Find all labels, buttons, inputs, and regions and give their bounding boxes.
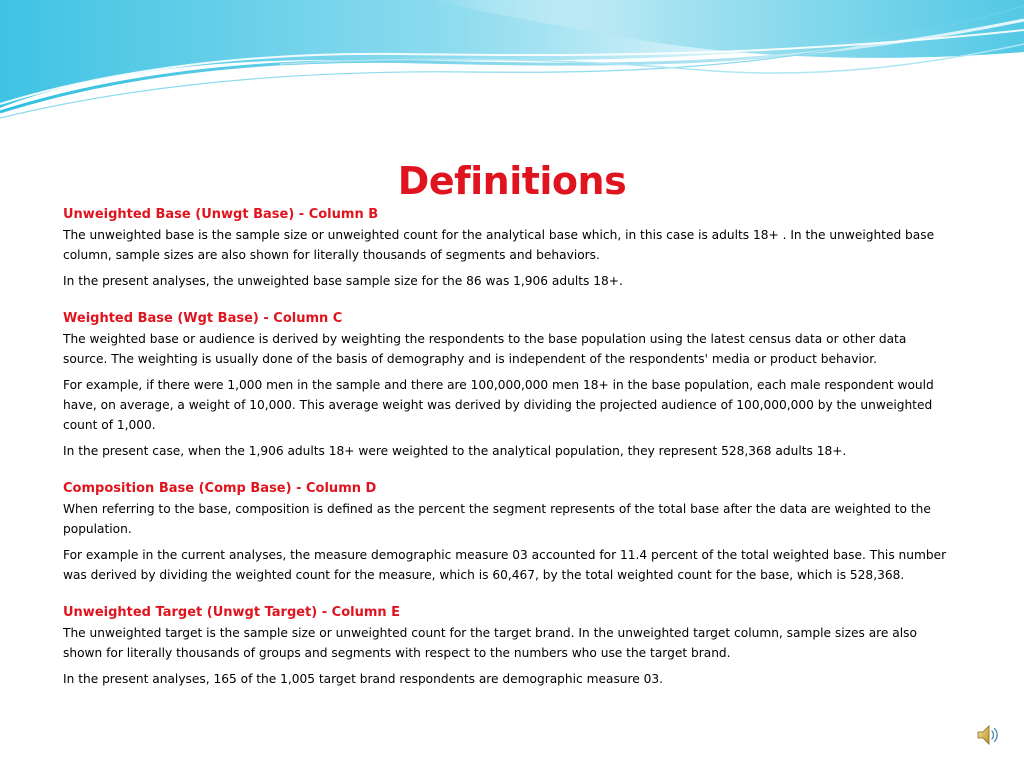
- paragraph: When referring to the base, composition is defined as the percent the segment represents of the total base after the data are weighted to the population.: [63, 502, 931, 536]
- paragraph: The unweighted target is the sample size or unweighted count for the target brand. In the unweighted target column, sample sizes are also shown for literally thousands of groups and segments with respect to the numbers who use the target brand.: [63, 626, 917, 660]
- paragraph: The weighted base or audience is derived by weighting the respondents to the base population using the latest census data or other data source. The weighting is usually done of the basis of demography and is independent of the respondents' media or product behavior.: [63, 332, 907, 366]
- paragraph: For example, if there were 1,000 men in the sample and there are 100,000,000 men 18+ in the base population, each male respondent would have, on average, a weight of 10,000. This average weight was derived by dividing the projected audience of 100,000,000 by the unweighted count of 1,000.: [63, 378, 934, 432]
- definitions-body: [63, 206, 953, 708]
- paragraph: For example in the current analyses, the measure demographic measure 03 accounted for 11.4 percent of the total weighted base. This number was derived by dividing the weighted count for the measure, which is 60,467, by the total weighted count for the base, which is 528,368.: [63, 548, 947, 582]
- page-title: Definitions: [397, 159, 627, 203]
- definition-unweighted-target: [63, 604, 953, 689]
- section-heading: Weighted Base (Wgt Base) - Column C: [63, 311, 343, 326]
- wave-header-decoration: [0, 0, 1024, 130]
- definition-unweighted-base: [63, 206, 953, 291]
- speaker-icon[interactable]: [975, 722, 1001, 748]
- paragraph: In the present case, when the 1,906 adults 18+ were weighted to the analytical population, they represent 528,368 adults 18+.: [63, 444, 847, 458]
- section-heading: Composition Base (Comp Base) - Column D: [63, 481, 377, 496]
- definition-weighted-base: [63, 310, 953, 461]
- section-heading: Unweighted Base (Unwgt Base) - Column B: [63, 207, 379, 222]
- paragraph: In the present analyses, the unweighted base sample size for the 86 was 1,906 adults 18+.: [63, 274, 623, 288]
- paragraph: In the present analyses, 165 of the 1,005 target brand respondents are demographic measure 03.: [63, 672, 664, 686]
- section-heading: Unweighted Target (Unwgt Target) - Column E: [63, 605, 401, 620]
- paragraph: The unweighted base is the sample size or unweighted count for the analytical base which, in this case is adults 18+ . In the unweighted base column, sample sizes are also shown for literally thousands of segments and behaviors.: [63, 228, 935, 262]
- definition-composition-base: [63, 480, 953, 585]
